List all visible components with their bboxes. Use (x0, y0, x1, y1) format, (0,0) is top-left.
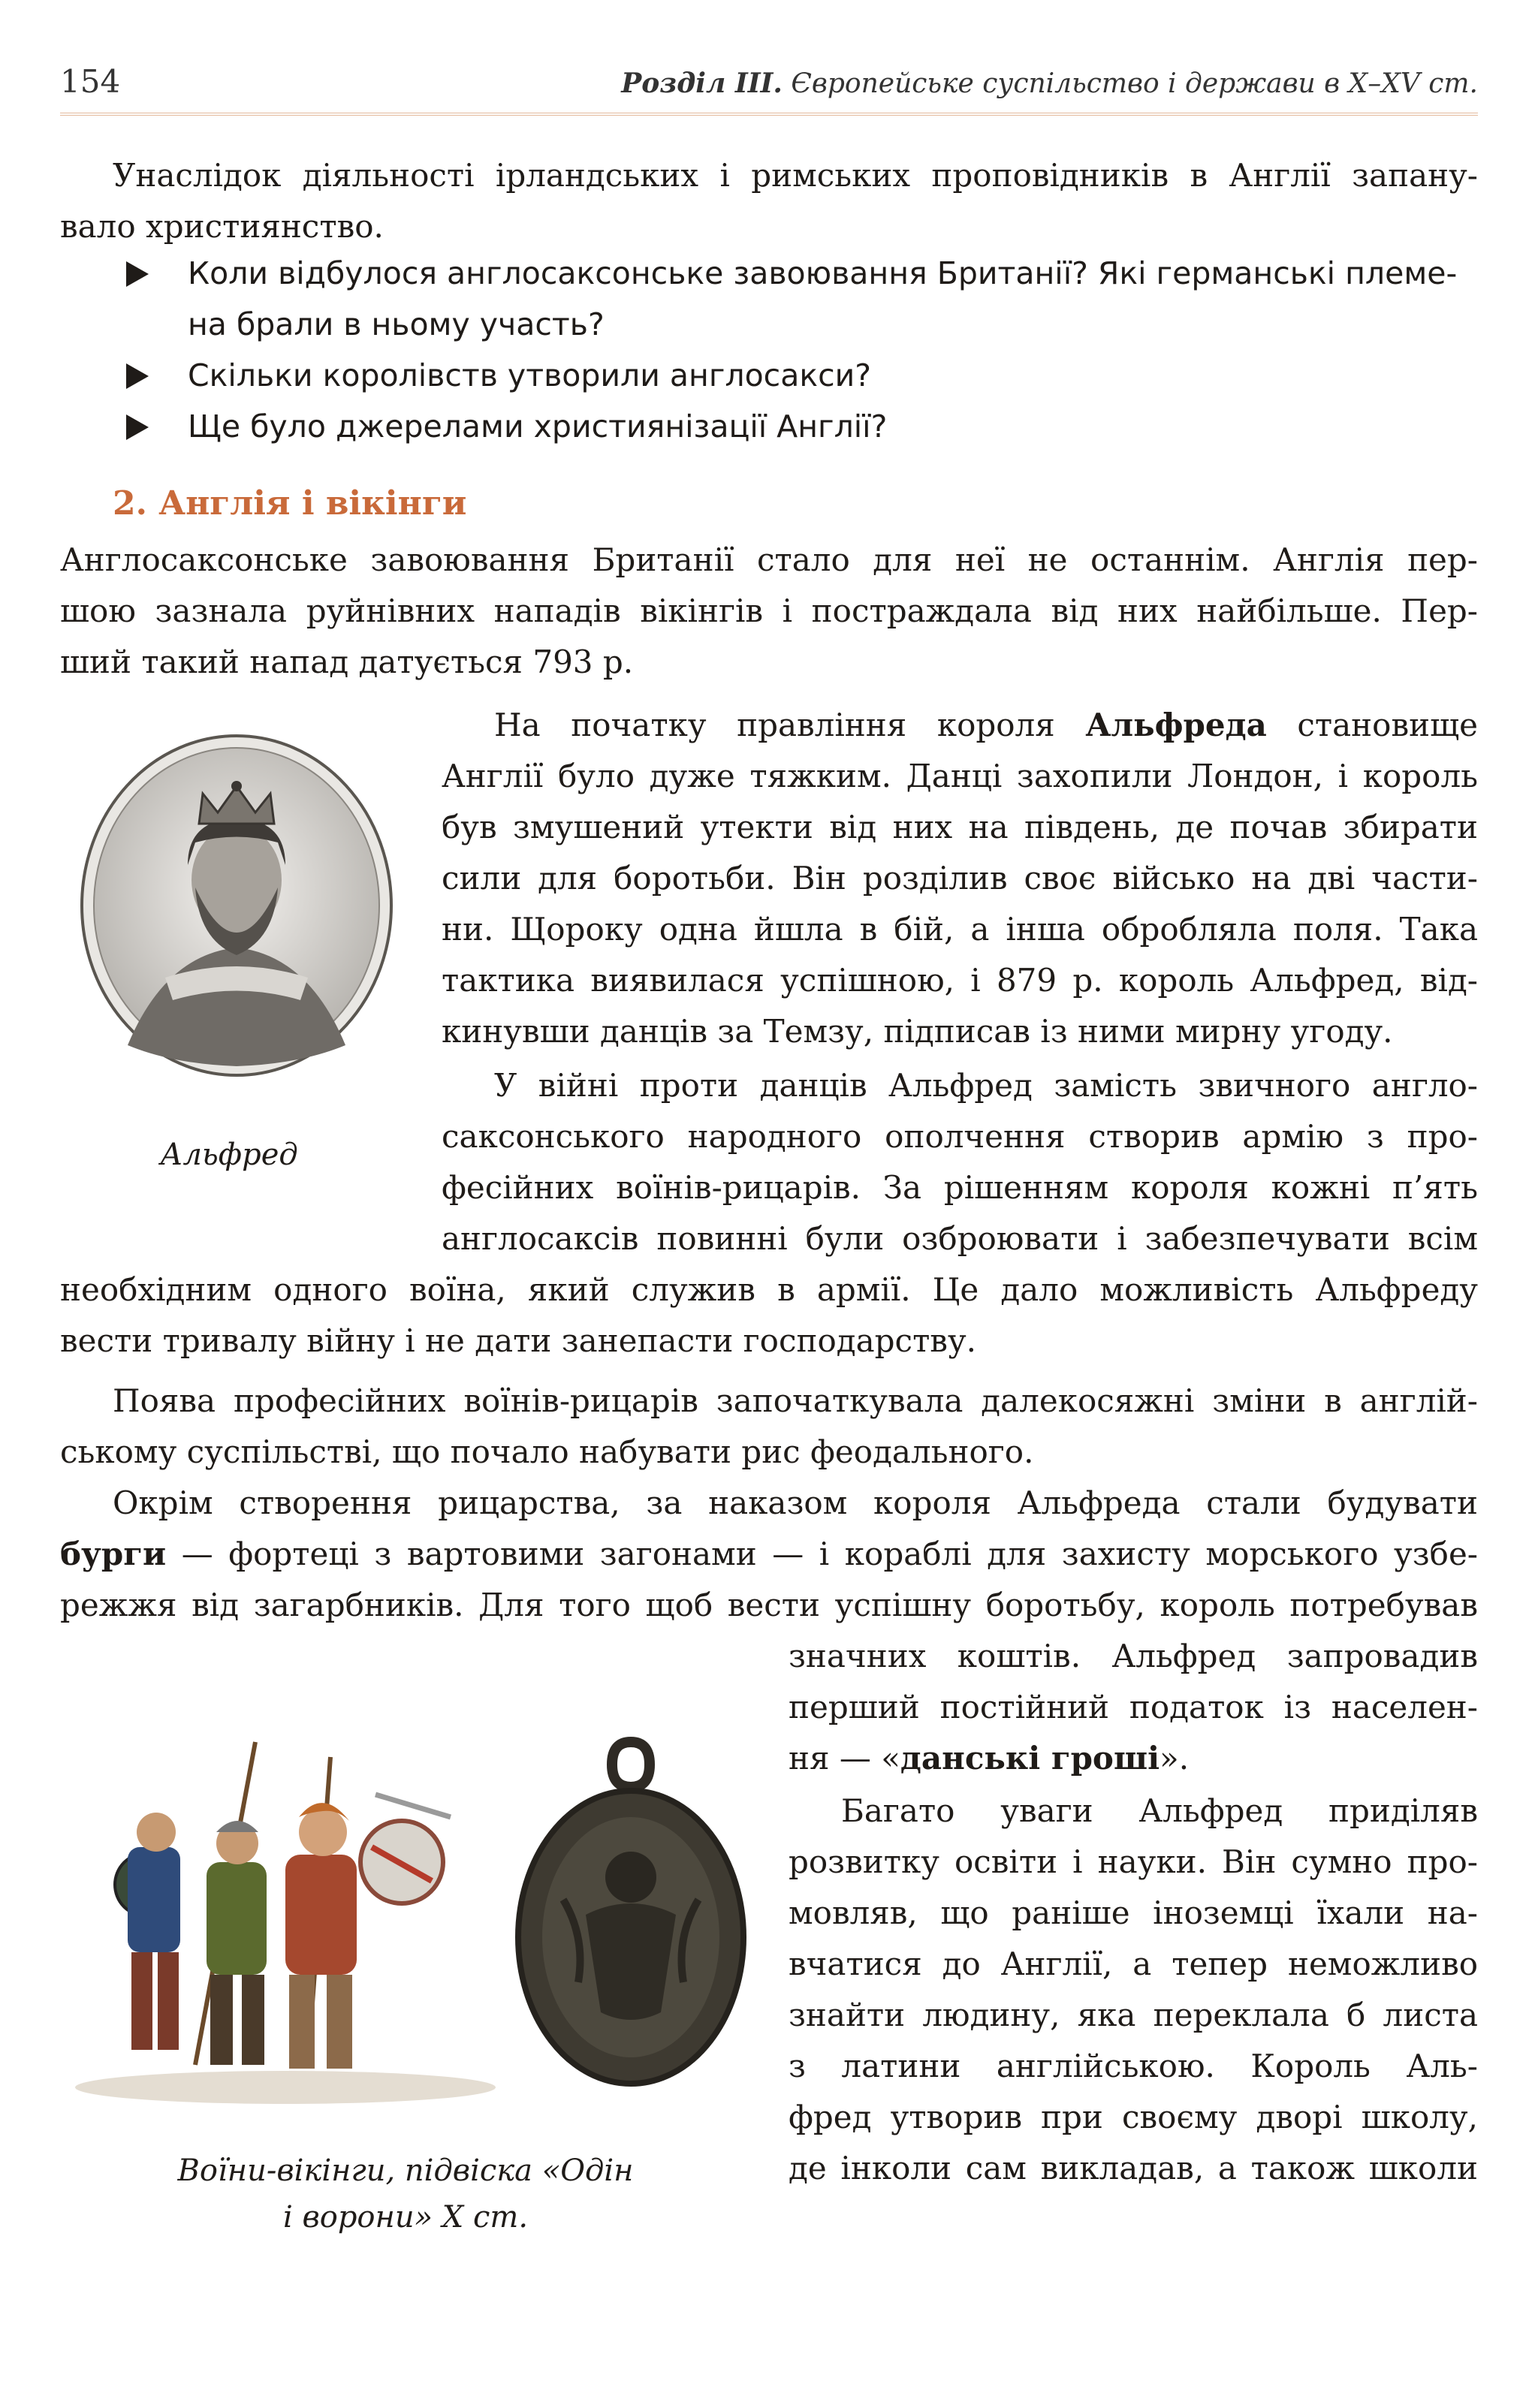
question-item (113, 401, 1479, 452)
text-line: Окрім створення рицарства, за наказом короля Альфреда стали будувати (113, 1484, 1478, 1521)
text-line: сили для боротьби. Він розділив своє військо на дві части- (442, 860, 1478, 897)
question-item (113, 248, 1479, 350)
text-line: Англосаксонське завоювання Британії стало для неї не останнім. Англія пер- (60, 541, 1478, 578)
bold-term: бурги (60, 1536, 167, 1572)
text-line: режжя від загарбників. Для того щоб вести успішну боротьбу, король потребував (60, 1587, 1478, 1623)
text-line: фесійних воїнів-рицарів. За рішенням короля кожні п’ять (442, 1169, 1478, 1206)
text-line: Багато уваги Альфред приділяв (841, 1792, 1478, 1829)
text-line: значних коштів. Альфред запровадив (789, 1638, 1478, 1674)
question-text: Скільки королівств утворили англосакси? (188, 357, 872, 393)
text-line: розвитку освіти і науки. Він сумно про- (789, 1843, 1478, 1880)
running-title (621, 68, 1478, 99)
text-line: вчатися до Англії, а тепер неможливо (789, 1945, 1478, 1982)
paragraph (442, 700, 1478, 1057)
text-fragment: ». (1160, 1740, 1190, 1777)
text-line (789, 1733, 1478, 1784)
page-header (60, 63, 1478, 108)
running-title-text: Європейське суспільство і держави в Х–XV ст. (791, 68, 1478, 99)
text-line: ший такий напад датується 793 р. (60, 643, 634, 680)
paragraph-continuation (60, 1264, 1478, 1367)
text-line: кинувши данців за Темзу, підписав із ними мирну угоду. (442, 1013, 1393, 1050)
text-line: саксонського народного ополчення створив армію з про- (442, 1118, 1478, 1155)
text-line: знайти людину, яка переклала б листа (789, 1997, 1478, 2033)
bold-term: Альфреда (1085, 707, 1267, 743)
text-line: перший постійний податок із населен- (789, 1689, 1478, 1725)
text-line: Поява професійних воїнів-рицарів започаткувала далекосяжні зміни в англій- (113, 1382, 1478, 1419)
paragraph (60, 1478, 1478, 1631)
triangle-bullet-icon (126, 261, 149, 287)
text-line: ському суспільстві, що почало набувати рис феодального. (60, 1433, 1034, 1470)
running-title-section: Розділ ІІІ. (621, 68, 783, 99)
text-line: англосаксів повинні були озброювати і забезпечувати всім (442, 1220, 1478, 1257)
vikings-and-pendant-image (60, 1712, 766, 2117)
bold-term: данські гроші (900, 1740, 1160, 1777)
question-text: на брали в ньому участь? (188, 306, 605, 342)
caption-line: Воїни-вікінги, підвіска «Одін (177, 2153, 634, 2188)
review-questions (113, 248, 1479, 452)
question-text: Коли відбулося англосаксонське завоювання Британії? Які германські племе- (188, 255, 1458, 291)
text-line: тактика виявилася успішною, і 879 р. король Альфред, від- (442, 962, 1478, 999)
text-line: Унаслідок діяльності ірландських і римських проповідників в Англії запану- (113, 157, 1478, 194)
text-fragment: — фортеці з вартовими загонами — і кораблі для захисту морського узбе- (166, 1536, 1478, 1572)
question-text: Ще було джерелами християнізації Англії? (188, 408, 888, 445)
text-line: де інколи сам викладав, а також школи (789, 2150, 1478, 2186)
text-line: ни. Щороку одна йшла в бій, а інша обробляла поля. Така (442, 911, 1478, 948)
intro-paragraph (60, 150, 1478, 252)
text-line: з латини англійською. Король Аль- (789, 2048, 1478, 2084)
triangle-bullet-icon (126, 363, 149, 389)
question-item (113, 350, 1479, 401)
text-line: мовляв, що раніше іноземці їхали на- (789, 1894, 1478, 1931)
paragraph (789, 1786, 1478, 2194)
text-fragment: ня — « (789, 1740, 900, 1777)
paragraph (60, 1376, 1478, 1478)
paragraph (442, 1060, 1478, 1264)
text-line: фред утворив при своєму дворі школу, (789, 2099, 1478, 2135)
text-fragment: На початку правління короля (494, 707, 1086, 743)
page-number: 154 (60, 63, 121, 100)
caption-line: і ворони» Х ст. (282, 2200, 529, 2235)
text-line: вести тривалу війну і не дати занепасти господарству. (60, 1322, 977, 1359)
text-line: вало християнство. (60, 208, 384, 245)
section-heading: 2. Англія і вікінги (113, 484, 467, 523)
text-line (494, 700, 1478, 751)
text-line: шою зазнала руйнівних нападів вікінгів і постраждала від них найбільше. Пер- (60, 592, 1478, 629)
illustration-caption (75, 2147, 736, 2241)
paragraph (60, 535, 1478, 688)
text-line: Англії було дуже тяжким. Данці захопили Лондон, і король (442, 758, 1478, 794)
alfred-portrait-image (75, 730, 398, 1081)
text-fragment: становище (1266, 707, 1479, 743)
text-line: У війні проти данців Альфред замість звичного англо- (494, 1067, 1478, 1104)
text-line: необхідним одного воїна, який служив в армії. Це дало можливість Альфреду (60, 1271, 1478, 1308)
header-divider (60, 113, 1478, 116)
portrait-caption: Альфред (160, 1138, 298, 1172)
text-line (60, 1529, 1478, 1580)
triangle-bullet-icon (126, 414, 149, 440)
paragraph-continuation (789, 1631, 1478, 1784)
text-line: був змушений утекти від них на південь, де почав збирати (442, 809, 1478, 845)
